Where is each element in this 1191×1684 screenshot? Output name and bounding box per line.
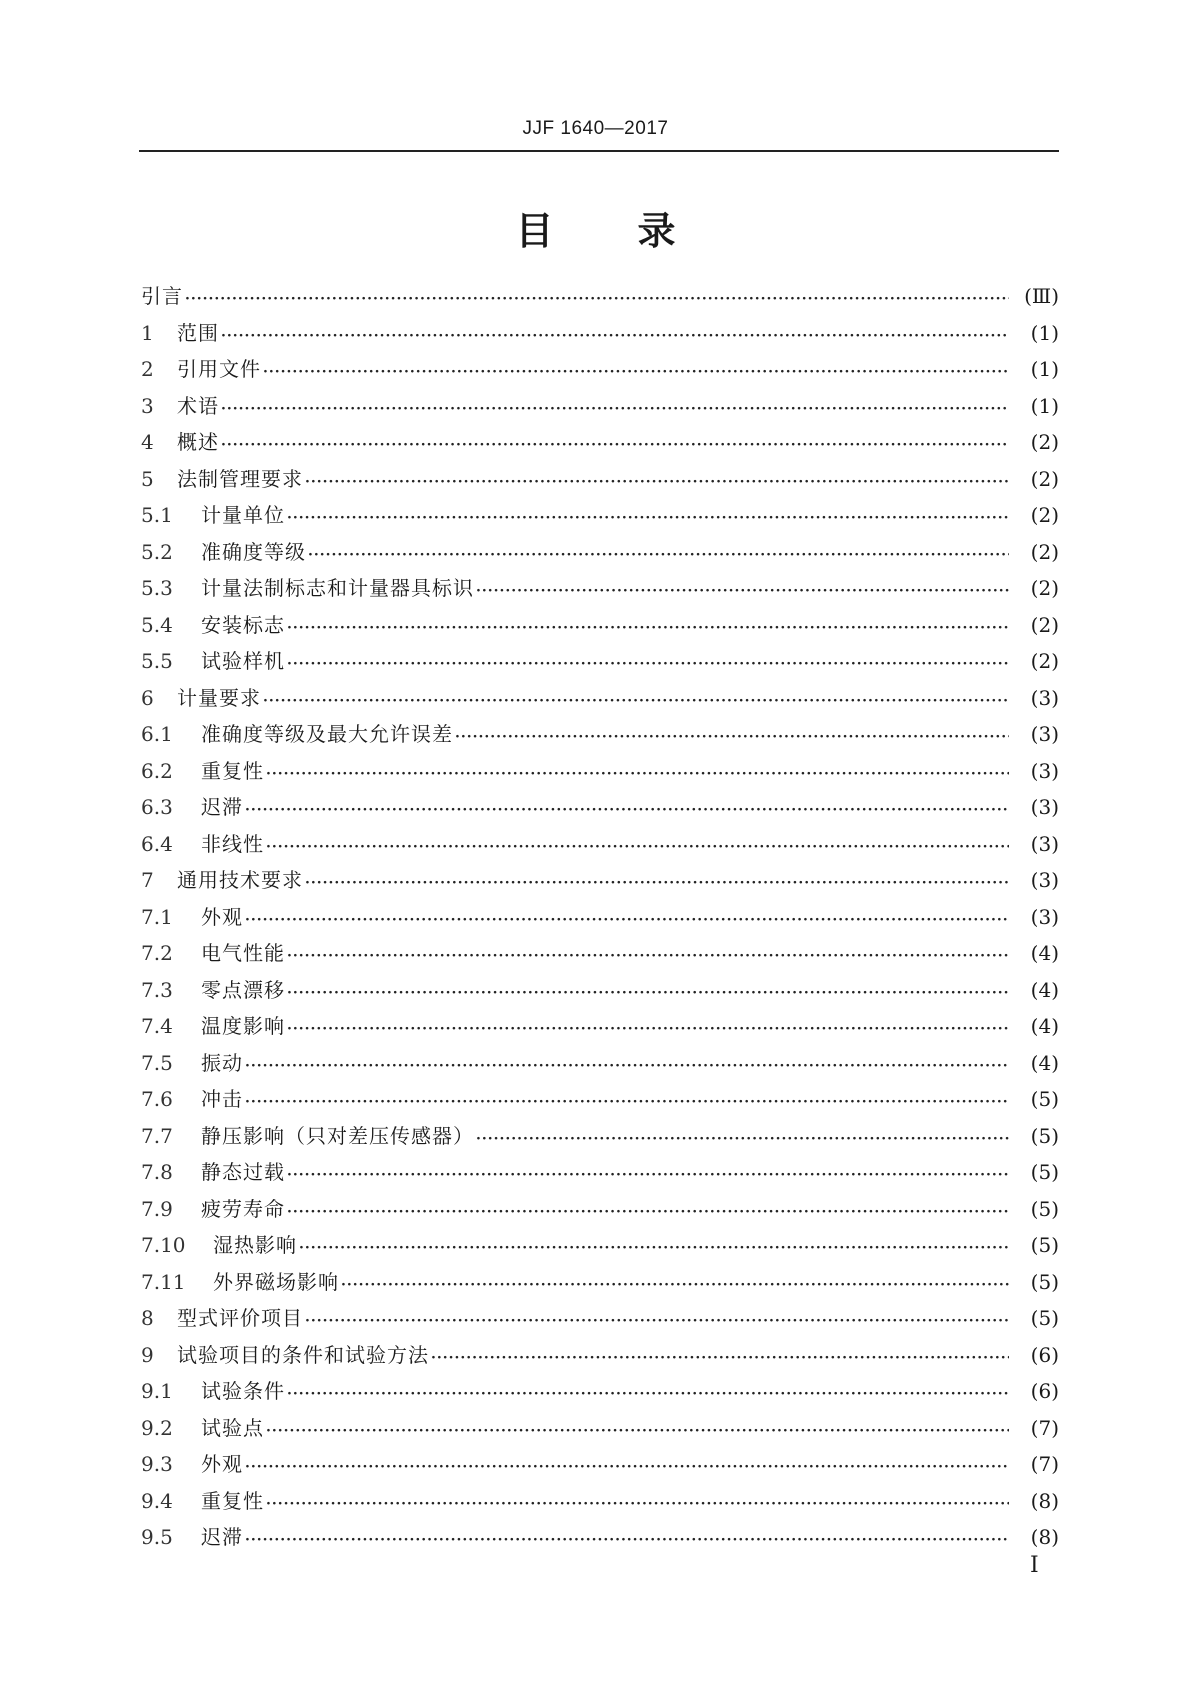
toc-entry-title: 疲劳寿命 <box>201 1196 285 1221</box>
dot-leader <box>287 1204 1009 1220</box>
dot-leader <box>266 839 1009 855</box>
toc-entry-title: 范围 <box>177 320 219 345</box>
page-ref: 3 <box>1038 758 1052 783</box>
toc-entry-title: 型式评价项目 <box>177 1306 303 1330</box>
toc-entry-number: 4 <box>141 430 154 454</box>
running-header: JJF 1640—2017 <box>522 118 669 139</box>
toc-entry-title: 引用文件 <box>177 357 261 381</box>
toc-entry[interactable] <box>141 645 1059 682</box>
title-char: 录 <box>637 209 676 253</box>
page-ref: 2 <box>1038 503 1052 527</box>
page-ref: 8 <box>1038 1488 1052 1513</box>
toc-entry[interactable] <box>141 974 1059 1011</box>
dot-leader <box>221 328 1009 344</box>
page-ref: 3 <box>1038 868 1052 892</box>
dot-leader <box>305 875 1009 891</box>
toc-entry[interactable] <box>141 1302 1059 1339</box>
toc-entry-title: 迟滞 <box>201 795 243 819</box>
toc-entry[interactable] <box>141 1120 1059 1157</box>
page-number: I <box>1030 1553 1039 1578</box>
dot-leader <box>299 1240 1009 1256</box>
toc-entry-page: (6) <box>1030 1342 1059 1367</box>
page-ref: 1 <box>1038 320 1052 345</box>
toc-entry[interactable] <box>141 1010 1059 1047</box>
toc-entry-page: (5) <box>1030 1306 1059 1330</box>
toc-entry-page: (2) <box>1030 612 1059 637</box>
toc-entry-title: 静态过载 <box>201 1160 285 1184</box>
toc-entry-title: 计量要求 <box>177 685 261 710</box>
toc-entry-title: 重复性 <box>201 758 264 783</box>
toc-entry-page: (1) <box>1030 357 1059 381</box>
toc-entry[interactable] <box>141 1448 1059 1485</box>
dot-leader <box>476 583 1009 599</box>
toc-entry-number: 9.1 <box>141 1379 173 1403</box>
dot-leader <box>245 1058 1009 1074</box>
page-ref: 5 <box>1038 1123 1052 1148</box>
toc-entry-title: 冲击 <box>201 1087 243 1111</box>
toc-entry-title: 电气性能 <box>201 941 285 965</box>
toc-entry-page: (3) <box>1030 904 1059 929</box>
dot-leader <box>266 1496 1009 1512</box>
page-ref: 4 <box>1038 1050 1052 1075</box>
dot-leader <box>305 1313 1009 1329</box>
toc-entry-page: (2) <box>1030 576 1059 600</box>
toc-entry[interactable] <box>141 1412 1059 1449</box>
toc-entry-number: 7.8 <box>141 1160 173 1184</box>
toc-entry-number: 9.2 <box>141 1415 173 1440</box>
toc-entry-number: 3 <box>141 393 154 418</box>
page-ref: 2 <box>1038 466 1052 491</box>
toc-entry-page: (3) <box>1030 758 1059 783</box>
toc-entry-title: 零点漂移 <box>201 977 285 1002</box>
page-ref: 2 <box>1038 649 1052 673</box>
toc-entry-number: 6.3 <box>141 795 173 819</box>
page-ref: 5 <box>1038 1160 1052 1184</box>
toc-entry-page: (5) <box>1030 1123 1059 1148</box>
toc-entry-title: 概述 <box>177 430 219 454</box>
toc-entry-number: 6.2 <box>141 758 173 783</box>
page-ref: 3 <box>1038 722 1052 746</box>
page-ref: 7 <box>1038 1415 1052 1440</box>
dot-leader <box>266 1423 1009 1439</box>
toc-entry-title: 试验条件 <box>201 1379 285 1403</box>
page-ref: 5 <box>1038 1269 1052 1294</box>
dot-leader <box>287 1021 1009 1037</box>
page-ref: 5 <box>1038 1306 1052 1330</box>
toc-entry-number: 7.11 <box>141 1269 186 1294</box>
toc-entry-title: 准确度等级及最大允许误差 <box>201 722 453 746</box>
dot-leader <box>308 547 1009 563</box>
page-ref: 3 <box>1038 685 1052 710</box>
page-ref: 2 <box>1038 539 1052 564</box>
toc-entry-number: 8 <box>141 1306 154 1330</box>
toc-entry-page: (3) <box>1030 685 1059 710</box>
toc-entry-number: 7 <box>141 868 154 892</box>
toc-entry-number: 1 <box>141 320 154 345</box>
toc-entry[interactable] <box>141 755 1059 792</box>
toc-entry-title: 振动 <box>201 1050 243 1075</box>
toc-entry-page: (7) <box>1030 1452 1059 1476</box>
toc-entry-title: 引言 <box>141 284 183 308</box>
page-ref: 2 <box>1038 576 1052 600</box>
page-ref: 5 <box>1038 1233 1052 1257</box>
page-ref: 7 <box>1038 1452 1052 1476</box>
page-ref: 2 <box>1038 612 1052 637</box>
toc-entry-title: 湿热影响 <box>213 1233 297 1257</box>
toc-entry[interactable] <box>141 1229 1059 1266</box>
toc-entry-number: 9.4 <box>141 1488 173 1513</box>
toc-entry-page: (4) <box>1030 977 1059 1002</box>
toc-entry-title: 计量单位 <box>201 503 285 527</box>
toc-entry-title: 试验项目的条件和试验方法 <box>177 1342 429 1367</box>
toc-entry-number: 9.5 <box>141 1525 173 1549</box>
dot-leader <box>263 364 1009 380</box>
dot-leader <box>221 401 1009 417</box>
toc-entry-number: 9.3 <box>141 1452 173 1476</box>
toc-entry-title: 静压影响（只对差压传感器） <box>201 1123 474 1148</box>
toc-entry-title: 外观 <box>201 904 243 929</box>
toc-entry[interactable] <box>141 536 1059 573</box>
toc-entry-title: 计量法制标志和计量器具标识 <box>201 576 474 600</box>
dot-leader <box>287 620 1009 636</box>
toc-entry-page: (5) <box>1030 1269 1059 1294</box>
toc-entry-page: (1) <box>1030 393 1059 418</box>
toc-entry-page: (5) <box>1030 1087 1059 1111</box>
page-ref: 3 <box>1038 831 1052 856</box>
dot-leader <box>287 1386 1009 1402</box>
toc-entry-number: 6 <box>141 685 154 710</box>
toc-entry-title: 迟滞 <box>201 1525 243 1549</box>
toc-entry[interactable] <box>141 609 1059 646</box>
toc-entry-title: 外界磁场影响 <box>213 1269 339 1294</box>
toc-entry[interactable] <box>141 572 1059 609</box>
page-ref: 1 <box>1038 357 1052 381</box>
toc-entry-number: 7.1 <box>141 904 173 929</box>
page-ref: 6 <box>1038 1342 1052 1367</box>
toc-entry[interactable] <box>141 1266 1059 1303</box>
toc-entry-page: (5) <box>1030 1233 1059 1257</box>
toc-entry-title: 准确度等级 <box>201 539 306 564</box>
page-ref: 4 <box>1038 1014 1052 1038</box>
toc-entry-number: 5.2 <box>141 539 173 564</box>
toc-entry[interactable] <box>141 937 1059 974</box>
toc-entry-page: (Ⅲ) <box>1024 284 1059 308</box>
toc-entry-page: (8) <box>1030 1488 1059 1513</box>
dot-leader <box>287 656 1009 672</box>
toc-entry-title: 外观 <box>201 1452 243 1476</box>
toc-entry[interactable] <box>141 1521 1059 1558</box>
page-ref: 8 <box>1038 1525 1052 1549</box>
toc-entry-number: 5 <box>141 466 154 491</box>
toc-entry-number: 5.5 <box>141 649 173 673</box>
toc-entry-number: 6.1 <box>141 722 173 746</box>
toc-entry[interactable] <box>141 426 1059 463</box>
toc-entry-page: (7) <box>1030 1415 1059 1440</box>
toc-entry-page: (6) <box>1030 1379 1059 1403</box>
page-ref: 3 <box>1038 795 1052 819</box>
header-divider <box>139 150 1059 152</box>
page-title <box>0 200 1191 255</box>
page-ref: 2 <box>1038 430 1052 454</box>
toc-entry[interactable] <box>141 1083 1059 1120</box>
dot-leader <box>245 1532 1009 1548</box>
toc-entry-number: 5.3 <box>141 576 173 600</box>
toc-entry-page: (4) <box>1030 941 1059 965</box>
toc-entry-page: (3) <box>1030 868 1059 892</box>
toc-entry[interactable] <box>141 1485 1059 1522</box>
page-ref: 5 <box>1038 1196 1052 1221</box>
toc-entry-title: 安装标志 <box>201 612 285 637</box>
dot-leader <box>287 1167 1009 1183</box>
toc-entry[interactable] <box>141 1156 1059 1193</box>
toc-entry-title: 通用技术要求 <box>177 868 303 892</box>
toc-entry-number: 7.7 <box>141 1123 173 1148</box>
toc-entry-number: 7.4 <box>141 1014 173 1038</box>
toc-entry-page: (5) <box>1030 1160 1059 1184</box>
toc-entry-page: (3) <box>1030 722 1059 746</box>
toc-entry[interactable] <box>141 864 1059 901</box>
toc-entry-page: (1) <box>1030 320 1059 345</box>
toc-entry-title: 法制管理要求 <box>177 466 303 491</box>
toc-entry-page: (2) <box>1030 430 1059 454</box>
page-ref: Ⅲ <box>1031 284 1052 308</box>
toc-entry[interactable] <box>141 1339 1059 1376</box>
dot-leader <box>431 1350 1009 1366</box>
dot-leader <box>287 985 1009 1001</box>
toc-entry-page: (2) <box>1030 649 1059 673</box>
dot-leader <box>245 1459 1009 1475</box>
toc-entry-page: (4) <box>1030 1014 1059 1038</box>
toc-entry-number: 7.9 <box>141 1196 173 1221</box>
dot-leader <box>341 1277 1009 1293</box>
page-ref: 3 <box>1038 904 1052 929</box>
toc-entry-number: 5.1 <box>141 503 173 527</box>
toc-entry-page: (8) <box>1030 1525 1059 1549</box>
toc-entry-page: (2) <box>1030 466 1059 491</box>
toc-entry-title: 温度影响 <box>201 1014 285 1038</box>
toc-entry-number: 7.10 <box>141 1233 186 1257</box>
toc-entry-number: 7.2 <box>141 941 173 965</box>
table-of-contents <box>141 280 1059 1558</box>
dot-leader <box>221 437 1009 453</box>
toc-entry-page: (2) <box>1030 539 1059 564</box>
toc-entry[interactable] <box>141 791 1059 828</box>
toc-entry-title: 术语 <box>177 393 219 418</box>
toc-entry-title: 试验点 <box>201 1415 264 1440</box>
title-char: 目 <box>515 209 554 253</box>
dot-leader <box>245 802 1009 818</box>
dot-leader <box>245 912 1009 928</box>
toc-entry[interactable] <box>141 463 1059 500</box>
toc-entry[interactable] <box>141 828 1059 865</box>
toc-entry[interactable] <box>141 353 1059 390</box>
toc-entry-number: 6.4 <box>141 831 173 856</box>
toc-entry[interactable] <box>141 1375 1059 1412</box>
toc-entry[interactable] <box>141 1047 1059 1084</box>
page-ref: 1 <box>1038 393 1052 418</box>
toc-entry-number: 7.6 <box>141 1087 173 1111</box>
toc-entry[interactable] <box>141 901 1059 938</box>
dot-leader <box>455 729 1009 745</box>
toc-entry-page: (2) <box>1030 503 1059 527</box>
toc-entry-title: 试验样机 <box>201 649 285 673</box>
toc-entry[interactable] <box>141 390 1059 427</box>
dot-leader <box>287 510 1009 526</box>
toc-entry-title: 重复性 <box>201 1488 264 1513</box>
dot-leader <box>266 766 1009 782</box>
page-ref: 4 <box>1038 941 1052 965</box>
toc-entry-number: 9 <box>141 1342 154 1367</box>
dot-leader <box>185 291 1009 307</box>
dot-leader <box>305 474 1009 490</box>
toc-entry-number: 5.4 <box>141 612 173 637</box>
toc-entry-page: (4) <box>1030 1050 1059 1075</box>
dot-leader <box>476 1131 1009 1147</box>
page-ref: 5 <box>1038 1087 1052 1111</box>
toc-entry-title: 非线性 <box>201 831 264 856</box>
page-ref: 6 <box>1038 1379 1052 1403</box>
toc-entry-number: 2 <box>141 357 154 381</box>
toc-entry[interactable] <box>141 682 1059 719</box>
dot-leader <box>263 693 1009 709</box>
toc-entry[interactable] <box>141 1193 1059 1230</box>
toc-entry[interactable] <box>141 718 1059 755</box>
dot-leader <box>287 948 1009 964</box>
toc-entry-number: 7.5 <box>141 1050 173 1075</box>
toc-entry[interactable] <box>141 280 1059 317</box>
dot-leader <box>245 1094 1009 1110</box>
toc-entry[interactable] <box>141 499 1059 536</box>
toc-entry-page: (5) <box>1030 1196 1059 1221</box>
toc-entry-page: (3) <box>1030 795 1059 819</box>
toc-entry-page: (3) <box>1030 831 1059 856</box>
page-ref: 4 <box>1038 977 1052 1002</box>
toc-entry-number: 7.3 <box>141 977 173 1002</box>
toc-entry[interactable] <box>141 317 1059 354</box>
